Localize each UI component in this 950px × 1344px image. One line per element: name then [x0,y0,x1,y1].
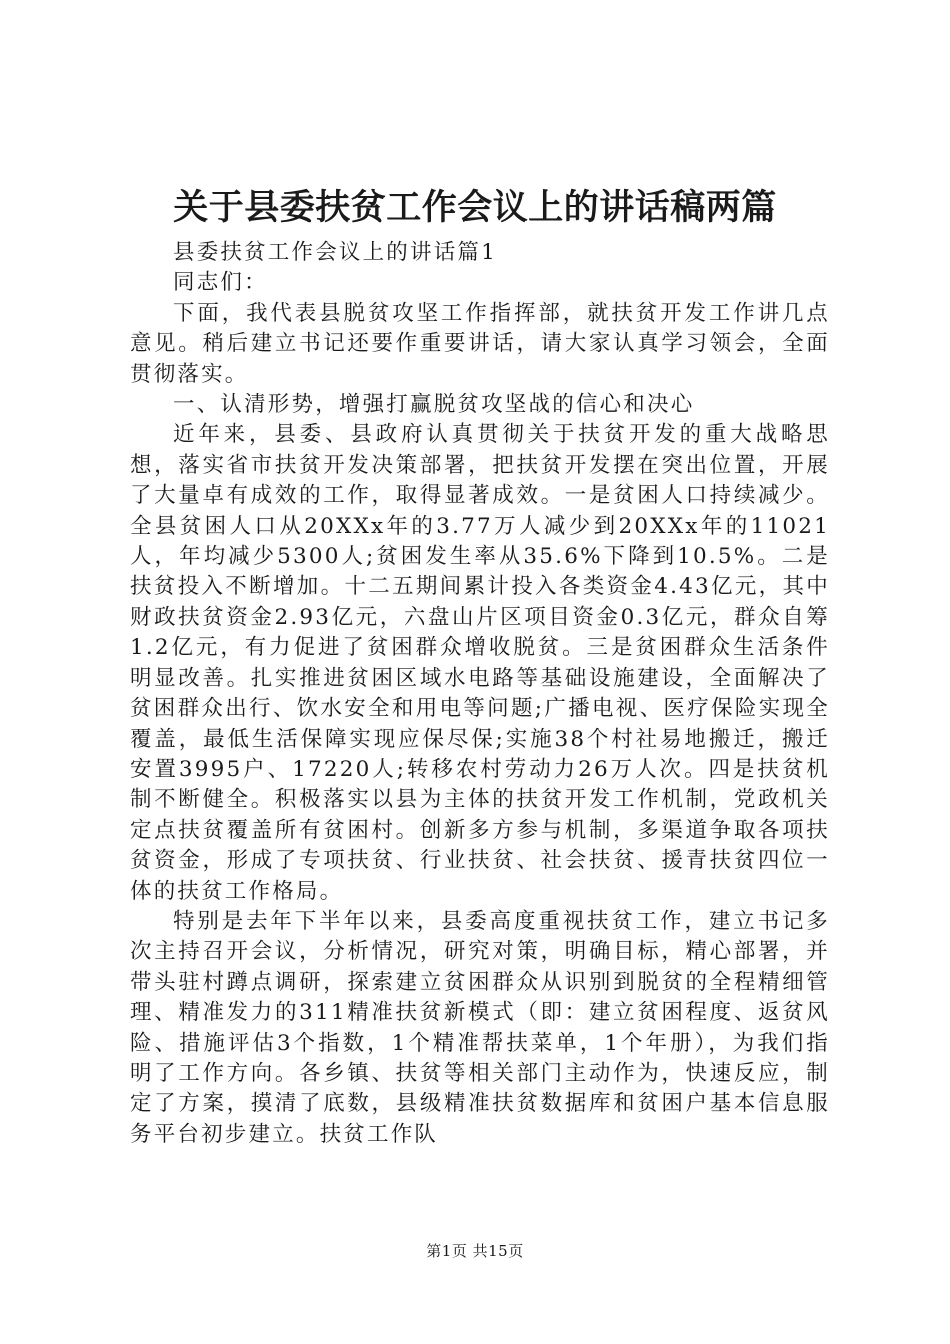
document-body [130,238,830,1150]
body-paragraph: 下面，我代表县脱贫攻坚工作指挥部，就扶贫开发工作讲几点意见。稍后建立书记还要作重要讲话，请大家认真学习领会，全面贯彻落实。 [130,300,830,387]
body-paragraph: 特别是去年下半年以来，县委高度重视扶贫工作，建立书记多次主持召开会议，分析情况，研究对策，明确目标，精心部署，并带头驻村蹲点调研，探索建立贫困群众从识别到脱贫的全程精细管理、精准发力的311精准扶贫新模式（即：建立贫困程度、返贫风险、措施评估3个指数，1个精准帮扶菜单，1个年册），为我们指明了工作方向。各乡镇、扶贫等相关部门主动作为，快速反应，制定了方案，摸清了底数，县级精准扶贫数据库和贫困户基本信息服务平台初步建立。扶贫工作队 [130,908,830,1147]
subsection-heading: 一、认清形势，增强打赢脱贫攻坚战的信心和决心 [173,392,695,418]
salutation: 同志们： [173,270,268,296]
document-title: 关于县委扶贫工作会议上的讲话稿两篇 [173,187,777,228]
body-paragraph: 近年来，县委、县政府认真贯彻关于扶贫开发的重大战略思想，落实省市扶贫开发决策部署，把扶贫开发摆在突出位置，开展了大量卓有成效的工作，取得显著成效。一是贫困人口持续减少。全县贫困人口从20XXx年的3.77万人减少到20XXx年的11021人，年均减少5300人;贫困发生率从35.6%下降到10.5%。二是扶贫投入不断增加。十二五期间累计投入各类资金4.43亿元，其中财政扶贫资金2.93亿元，六盘山片区项目资金0.3亿元，群众自筹1.2亿元，有力促进了贫困群众增收脱贫。三是贫困群众生活条件明显改善。扎实推进贫困区域水电路等基础设施建设，全面解决了贫困群众出行、饮水安全和用电等问题;广播电视、医疗保险实现全覆盖，最低生活保障实现应保尽保;实施38个村社易地搬迁，搬迁安置3995户、17220人;转移农村劳动力26万人次。四是扶贫机制不断健全。积极落实以县为主体的扶贫开发工作机制，党政机关定点扶贫覆盖所有贫困村。创新多方参与机制，多渠道争取各项扶贫资金，形成了专项扶贫、行业扶贫、社会扶贫、援青扶贫四位一体的扶贫工作格局。 [130,422,830,904]
section-heading: 县委扶贫工作会议上的讲话篇1 [173,240,497,265]
page-footer: 第1页 共15页 [426,1242,524,1260]
